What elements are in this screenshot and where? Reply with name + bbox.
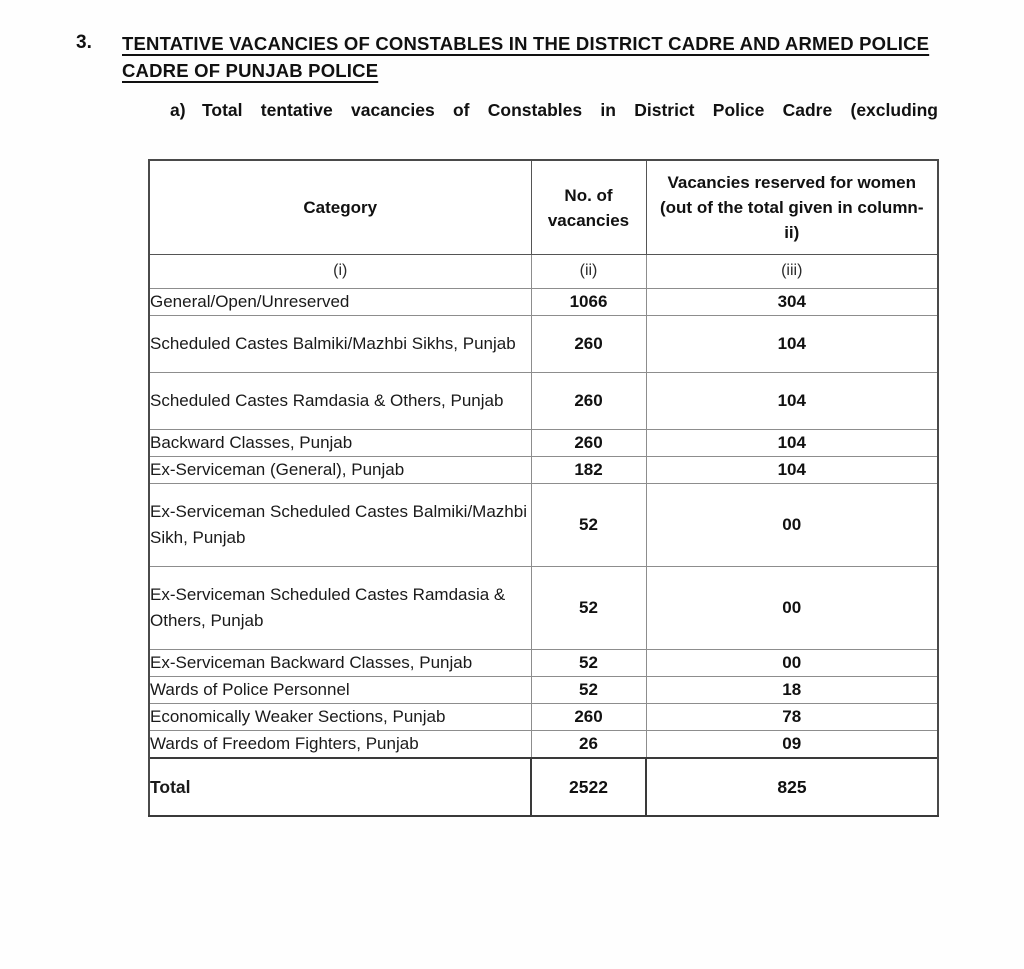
subsection-marker: a) — [170, 100, 186, 120]
section-heading — [76, 30, 956, 84]
table-row — [149, 677, 938, 704]
row-women: 78 — [646, 704, 938, 731]
row-vacancies: 1066 — [531, 289, 646, 316]
table-body — [149, 255, 938, 817]
row-vacancies: 260 — [531, 373, 646, 430]
row-category: Economically Weaker Sections, Punjab — [149, 704, 531, 731]
row-women: 09 — [646, 731, 938, 759]
row-category: Scheduled Castes Balmiki/Mazhbi Sikhs, Punjab — [149, 316, 531, 373]
row-women: 00 — [646, 484, 938, 567]
row-vacancies: 52 — [531, 567, 646, 650]
row-women: 104 — [646, 373, 938, 430]
total-label: Total — [149, 758, 531, 816]
row-category: Ex-Serviceman Scheduled Castes Ramdasia & Others, Punjab — [149, 567, 531, 650]
row-women: 104 — [646, 316, 938, 373]
vacancies-table — [148, 159, 939, 817]
row-category: General/Open/Unreserved — [149, 289, 531, 316]
row-vacancies: 260 — [531, 430, 646, 457]
total-women: 825 — [646, 758, 938, 816]
row-vacancies: 182 — [531, 457, 646, 484]
table-row — [149, 650, 938, 677]
row-women: 104 — [646, 457, 938, 484]
table-row — [149, 373, 938, 430]
total-vacancies: 2522 — [531, 758, 646, 816]
row-women: 304 — [646, 289, 938, 316]
table-row — [149, 567, 938, 650]
row-category: Ex-Serviceman Scheduled Castes Balmiki/Mazhbi Sikh, Punjab — [149, 484, 531, 567]
column-number-i: (i) — [149, 255, 531, 289]
table-row — [149, 316, 938, 373]
row-vacancies: 52 — [531, 677, 646, 704]
column-number-row — [149, 255, 938, 289]
row-category: Wards of Freedom Fighters, Punjab — [149, 731, 531, 759]
row-vacancies: 26 — [531, 731, 646, 759]
row-vacancies: 260 — [531, 704, 646, 731]
section-title-line2: CADRE OF PUNJAB POLICE — [122, 60, 379, 81]
table-total-row — [149, 758, 938, 816]
column-header-vacancies: No. of vacancies — [531, 160, 646, 255]
table-row — [149, 484, 938, 567]
column-header-category: Category — [149, 160, 531, 255]
row-vacancies: 260 — [531, 316, 646, 373]
row-women: 00 — [646, 650, 938, 677]
header-row — [149, 160, 938, 255]
table-row — [149, 289, 938, 316]
row-women: 00 — [646, 567, 938, 650]
table-row — [149, 457, 938, 484]
column-number-ii: (ii) — [531, 255, 646, 289]
row-category: Ex-Serviceman Backward Classes, Punjab — [149, 650, 531, 677]
row-category: Scheduled Castes Ramdasia & Others, Punjab — [149, 373, 531, 430]
table-row — [149, 704, 938, 731]
column-header-women: Vacancies reserved for women (out of the total given in column-ii) — [646, 160, 938, 255]
row-women: 104 — [646, 430, 938, 457]
table-row — [149, 731, 938, 759]
subsection-text-line1: Total tentative vacancies of Constables in District Police Cadre (excluding — [202, 100, 938, 120]
row-vacancies: 52 — [531, 650, 646, 677]
row-women: 18 — [646, 677, 938, 704]
column-number-iii: (iii) — [646, 255, 938, 289]
section-title-line1: TENTATIVE VACANCIES OF CONSTABLES IN THE DISTRICT CADRE AND ARMED POLICE — [122, 33, 930, 54]
table-row — [149, 430, 938, 457]
row-category: Backward Classes, Punjab — [149, 430, 531, 457]
section-number: 3. — [76, 32, 92, 53]
row-category: Ex-Serviceman (General), Punjab — [149, 457, 531, 484]
row-category: Wards of Police Personnel — [149, 677, 531, 704]
section-title — [122, 30, 934, 84]
row-vacancies: 52 — [531, 484, 646, 567]
table-header — [149, 160, 938, 255]
